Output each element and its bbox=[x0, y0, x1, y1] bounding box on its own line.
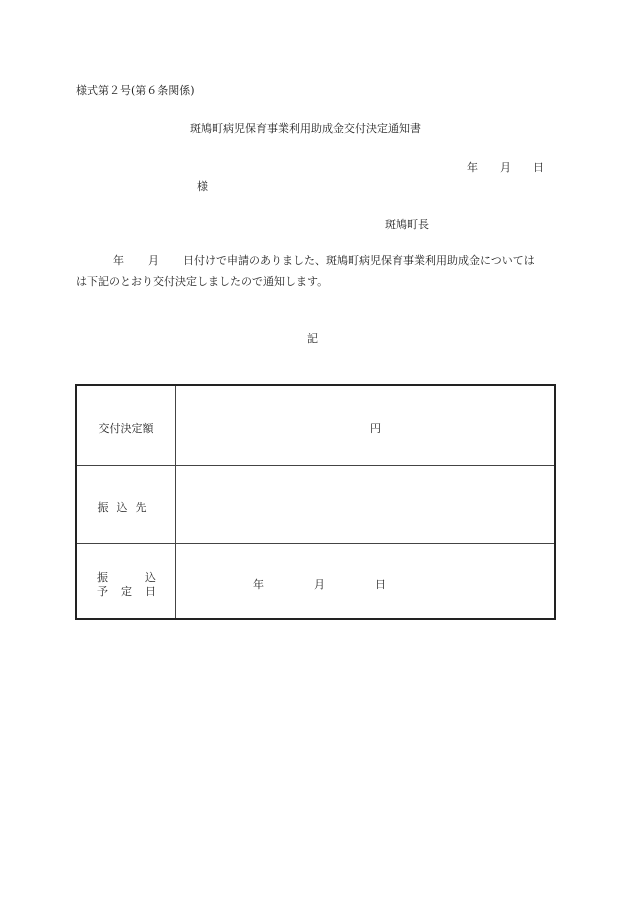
body-text-line-2: は下記のとおり交付決定しましたので通知します。 bbox=[76, 275, 329, 288]
grant-amount-label: 交付決定額 bbox=[98, 422, 154, 435]
grant-amount-unit: 円 bbox=[370, 422, 381, 435]
sender-name: 斑鳩町長 bbox=[385, 218, 429, 231]
transfer-date-label-char: 予 bbox=[97, 585, 108, 598]
transfer-date-label-char: 定 bbox=[121, 585, 132, 598]
table-row-transfer-destination bbox=[77, 465, 554, 544]
transfer-date-label-char: 日 bbox=[145, 585, 156, 598]
transfer-destination-label: 振込先 bbox=[97, 501, 155, 514]
body-text-line-1 bbox=[113, 255, 535, 266]
issue-date-day: 日 bbox=[533, 161, 544, 174]
addressee-suffix: 様 bbox=[197, 180, 208, 193]
body-month: 月 bbox=[148, 254, 159, 267]
table-row-grant-amount bbox=[77, 386, 554, 466]
transfer-date-year: 年 bbox=[253, 578, 264, 591]
document-title: 斑鳩町病児保育事業利用助成金交付決定通知書 bbox=[190, 122, 421, 135]
ki-heading: 記 bbox=[307, 332, 318, 345]
body-line1-rest: 日付けで申請のありました、斑鳩町病児保育事業利用助成金については bbox=[183, 254, 535, 267]
grant-details-table bbox=[75, 384, 556, 620]
form-number: 様式第２号(第６条関係) bbox=[76, 84, 195, 97]
table-row-transfer-date bbox=[77, 543, 554, 618]
issue-date bbox=[467, 162, 544, 173]
issue-date-year: 年 bbox=[467, 161, 478, 174]
transfer-date-label-char: 振 bbox=[97, 571, 108, 584]
body-year: 年 bbox=[113, 254, 124, 267]
transfer-date-value bbox=[253, 576, 386, 592]
transfer-date-label bbox=[77, 569, 175, 597]
issue-date-month: 月 bbox=[500, 161, 511, 174]
transfer-date-day: 日 bbox=[375, 578, 386, 591]
transfer-date-month: 月 bbox=[314, 578, 325, 591]
transfer-date-label-char: 込 bbox=[145, 571, 156, 584]
